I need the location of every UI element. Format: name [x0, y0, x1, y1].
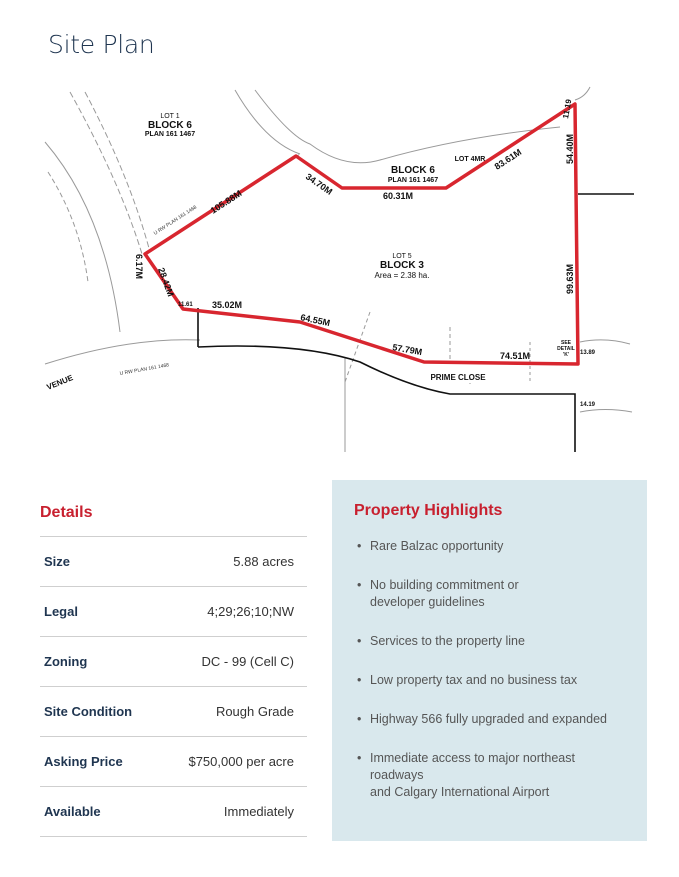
bullet-icon: •: [357, 712, 362, 726]
dim-64: 64.55M: [299, 312, 332, 329]
bullet-icon: •: [357, 539, 362, 553]
details-value: DC - 99 (Cell C): [201, 654, 294, 669]
lot5-block: BLOCK 3: [380, 260, 424, 271]
site-plan-drawing: [0, 82, 679, 454]
lot1-block: BLOCK 6: [148, 120, 192, 131]
bullet-icon: •: [357, 578, 362, 592]
highlight-text: developer guidelines: [370, 595, 485, 609]
dim-11-61: 11.61: [178, 302, 193, 308]
lot5-label: LOT 5: [392, 253, 412, 260]
lot4mr-label: LOT 4MR: [454, 156, 486, 163]
dim-11-19: 11.19: [561, 98, 574, 120]
details-label: Site Condition: [44, 704, 133, 719]
details-label: Zoning: [44, 654, 88, 669]
dim-99: 99.63M: [565, 263, 575, 294]
dim-74: 74.51M: [500, 351, 531, 361]
details-value: Immediately: [223, 804, 294, 819]
urw-top: U RW PLAN 161 1468: [152, 204, 198, 237]
see-detail-1: SEE: [560, 340, 572, 346]
details-value: $750,000 per acre: [188, 754, 294, 769]
details-label: Asking Price: [44, 754, 123, 769]
highlight-text: No building commitment or: [370, 578, 519, 592]
highlight-text: Immediate access to major northeast roadways: [370, 751, 575, 782]
bullet-icon: •: [357, 751, 362, 765]
details-title: Details: [40, 504, 93, 521]
avenue-label: VENUE: [45, 373, 75, 392]
see-detail-2: DETAIL: [557, 346, 575, 352]
list-item: [354, 538, 625, 555]
details-value: 5.88 acres: [233, 554, 294, 569]
urw-bottom: U RW PLAN 161 1468: [119, 362, 170, 377]
street-label: PRIME CLOSE: [430, 373, 486, 382]
details-label: Legal: [44, 604, 78, 619]
highlight-text: Highway 566 fully upgraded and expanded: [370, 712, 607, 726]
dim-28: 28.42M: [156, 266, 176, 298]
lot1-plan: PLAN 161 1467: [144, 131, 196, 138]
details-row: [40, 537, 307, 587]
highlight-text: Low property tax and no business tax: [370, 673, 578, 687]
details-row: [40, 687, 307, 737]
lot1-label: LOT 1: [160, 113, 180, 120]
highlights-title: Property Highlights: [354, 502, 503, 519]
details-row: [40, 637, 307, 687]
details-row: [40, 787, 307, 837]
list-item: [354, 750, 625, 801]
page-title: Site Plan: [48, 30, 155, 59]
dim-13: 13.89: [580, 350, 596, 356]
details-value: Rough Grade: [215, 704, 294, 719]
highlight-text: and Calgary International Airport: [370, 785, 550, 799]
dim-105: 105.88M: [208, 188, 244, 216]
see-detail-3: 'K': [563, 352, 569, 358]
details-row: [40, 587, 307, 637]
details-row: [40, 737, 307, 787]
highlight-text: Services to the property line: [370, 634, 525, 648]
details-table: [40, 536, 307, 837]
block6-plan: PLAN 161 1467: [387, 177, 439, 184]
lot-boundary: [145, 104, 578, 364]
details-value: 4;29;26;10;NW: [207, 604, 294, 619]
road-lines: [198, 194, 634, 452]
bullet-icon: •: [357, 634, 362, 648]
list-item: [354, 577, 625, 611]
dim-83: 83.61M: [492, 146, 524, 172]
list-item: [354, 633, 625, 650]
dim-57: 57.79M: [391, 342, 423, 358]
bullet-icon: •: [357, 673, 362, 687]
dim-34: 34.70M: [303, 171, 335, 197]
property-highlights-panel: [332, 480, 647, 841]
block6-label: BLOCK 6: [391, 165, 435, 176]
details-label: Size: [44, 554, 71, 569]
list-item: [354, 711, 625, 728]
list-item: [354, 672, 625, 689]
dim-35: 35.02M: [212, 300, 243, 310]
highlights-list: [354, 538, 625, 801]
details-label: Available: [44, 804, 101, 819]
lot5-area: Area = 2.38 ha.: [374, 271, 430, 280]
dim-6: 6.17M: [134, 254, 144, 280]
dim-54: 54.40M: [565, 133, 575, 164]
dim-14: 14.19: [580, 402, 596, 408]
dim-60: 60.31M: [383, 191, 414, 201]
highlight-text: Rare Balzac opportunity: [370, 539, 504, 553]
